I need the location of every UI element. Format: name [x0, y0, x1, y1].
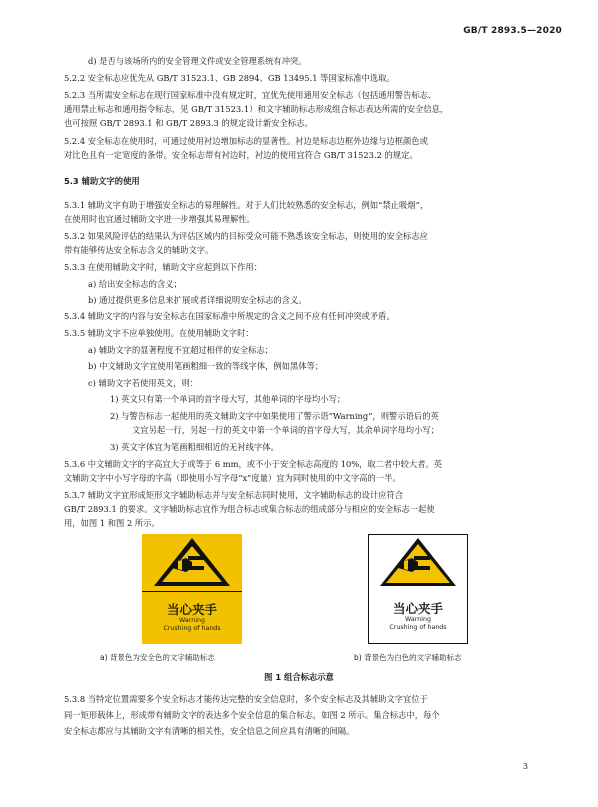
warning-triangle-icon — [142, 534, 242, 591]
warning-triangle-area — [142, 534, 242, 591]
warning-triangle-icon — [368, 534, 468, 591]
list-item-b: b) 通过提供更多信息来扩展或者详细说明安全标志的含义。 — [88, 295, 307, 305]
sign-english-text: Crushing of hands — [389, 624, 447, 631]
clause-5-3-6-line1: 5.3.6 中文辅助文字的字高宜大于或等于 6 mm，或不小于安全标志高度的 10%，取二者中较大者。英 — [64, 459, 443, 469]
list-item-a: a) 辅助文字的显著程度不宜超过相伴的安全标志； — [88, 345, 274, 355]
sign-english-warning: Warning — [405, 616, 431, 623]
document-code: GB/T 2893.5—2020 — [463, 26, 562, 36]
sign-chinese-text: 当心夹手 — [392, 601, 443, 616]
sub-item-2-line1: 2) 与警告标志一起使用的英文辅助文字中如果使用了警示语“Warning”，则警示语后的英 — [110, 411, 439, 421]
clause-5-3-1-line2: 在使用时也宜通过辅助文字进一步增强其易理解性。 — [64, 214, 255, 224]
figure-caption-b: b) 背景色为白色的文字辅助标志 — [354, 653, 462, 662]
list-item-a: a) 给出安全标志的含义； — [88, 279, 182, 289]
clause-5-2-3-line2: 通用禁止标志和通用指令标志，见 GB/T 31523.1）和文字辅助标志形成组合标志表达所需的安全信息， — [64, 104, 449, 114]
auxiliary-text-panel-white — [368, 591, 468, 644]
clause-5-3-3: 5.3.3 在使用辅助文字时，辅助文字应起到以下作用： — [64, 262, 262, 272]
clause-5-2-3-line1: 5.2.3 当所需安全标志在现行国家标准中没有规定时，宜优先使用通用安全标志（包括通用警告标志、 — [64, 90, 437, 100]
clause-5-3-1-line1: 5.3.1 辅助文字有助于增强安全标志的易理解性。对于人们比较熟悉的安全标志，例如“禁止吸烟”， — [64, 200, 429, 210]
clause-5-3-8-line3: 安全标志都应与其辅助文字有清晰的相关性，安全信息之间应具有清晰的间隔。 — [64, 726, 355, 736]
clause-5-3-7-line3: 用，如图 1 和图 2 所示。 — [64, 518, 160, 528]
clause-5-2-3-line3: 也可按照 GB/T 2893.1 和 GB/T 2893.3 的规定设计新安全标志。 — [64, 118, 313, 128]
sub-item-2-line2: 文宜另起一行，另起一行的英文中第一个单词的首字母大写，其余单词字母均小写； — [132, 425, 439, 435]
sign-chinese-text: 当心夹手 — [166, 602, 217, 617]
section-heading-5-3: 5.3 辅助文字的使用 — [64, 176, 140, 186]
figure-caption-a: a) 背景色为安全色的文字辅助标志 — [100, 653, 215, 662]
clause-5-3-7-line1: 5.3.7 辅助文字宜形成矩形文字辅助标志并与安全标志同时使用，文字辅助标志的设计应符合 — [64, 490, 404, 500]
auxiliary-text-panel-yellow — [142, 591, 242, 645]
list-item-d: d) 是否与该场所内的安全管理文件或安全管理系统有冲突。 — [88, 56, 307, 66]
sub-item-1: 1) 英文只有第一个单词的首字母大写，其他单词的字母均小写； — [110, 394, 346, 404]
page-number: 3 — [522, 762, 528, 771]
list-item-b: b) 中文辅助文字宜使用笔画粗细一致的等线字体，例如黑体等； — [88, 361, 324, 371]
clause-5-2-2: 5.2.2 安全标志应优先从 GB/T 31523.1、GB 2894、GB 13495.1 等国家标准中选取。 — [64, 73, 395, 83]
list-item-c: c) 辅助文字若使用英文，则： — [88, 378, 199, 388]
clause-5-3-4: 5.3.4 辅助文字的内容与安全标志在国家标准中所规定的含义之间不应有任何冲突或矛盾。 — [64, 311, 395, 321]
sub-item-3: 3) 英文字体宜为笔画粗细相近的无衬线字体。 — [110, 442, 279, 452]
warning-triangle-area — [368, 534, 468, 591]
clause-5-3-7-line2: GB/T 2893.1 的要求。文字辅助标志宜作为组合标志或集合标志的组成部分与相应的安全标志一起使 — [64, 504, 435, 514]
clause-5-3-2-line1: 5.3.2 如果风险评估的结果认为评估区域内的目标受众可能不熟悉该安全标志，则使用的安全标志应 — [64, 231, 428, 241]
clause-5-3-2-line2: 带有能够传达安全标志含义的辅助文字。 — [64, 245, 214, 255]
clause-5-2-4-line2: 对比色且有一定宽度的条带。安全标志带有衬边时，衬边的使用宜符合 GB/T 31523.2 的规定。 — [64, 150, 418, 160]
clause-5-2-4-line1: 5.2.4 安全标志在使用时，可通过使用衬边增加标志的显著性。衬边是标志边框外边缘与边框颜色或 — [64, 136, 428, 146]
combined-sign-white — [368, 534, 468, 644]
sign-english-warning: Warning — [179, 617, 205, 624]
figure-title: 图 1 组合标志示意 — [264, 672, 334, 682]
clause-5-3-5: 5.3.5 辅助文字不应单独使用。在使用辅助文字时： — [64, 328, 254, 338]
combined-sign-yellow — [142, 534, 242, 644]
clause-5-3-6-line2: 文辅助文字中小写字母的字高（即使用小写字母“x”度量）宜为同时使用的中文字高的一半。 — [64, 473, 401, 483]
sign-english-text: Crushing of hands — [163, 625, 221, 632]
clause-5-3-8-line2: 同一矩形载体上，形成带有辅助文字的表达多个安全信息的集合标志，如图 2 所示。集合标志中，每个 — [64, 710, 440, 720]
clause-5-3-8-line1: 5.3.8 当特定位置需要多个安全标志才能传达完整的安全信息时，多个安全标志及其辅助文字宜位于 — [64, 694, 428, 704]
